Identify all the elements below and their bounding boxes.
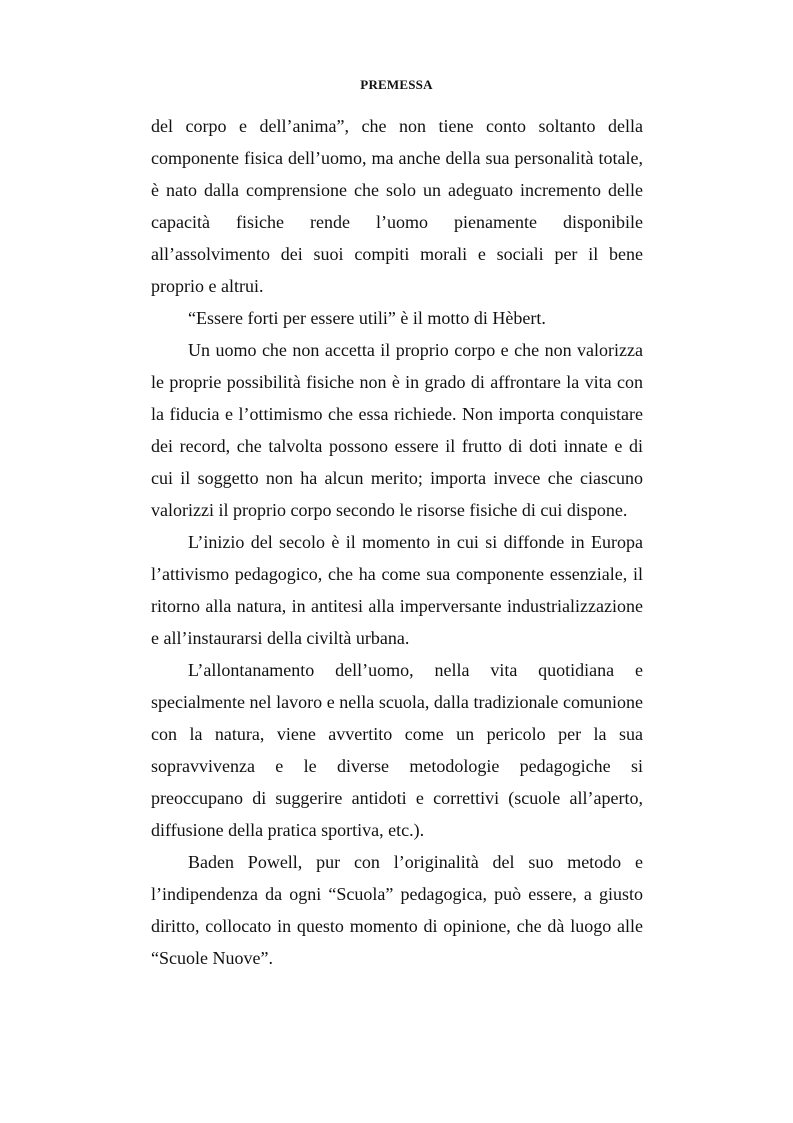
paragraph-century-activism: L’inizio del secolo è il momento in cui si diffonde in Europa l’attivismo pedagogico, che ha come sua componente essenziale, il ritorno alla natura, in antitesi alla imperversante industrializzazione e all’instaurarsi della civiltà urbana. — [151, 532, 643, 648]
body-text — [151, 110, 643, 974]
paragraph-distancing-nature: L’allontanamento dell’uomo, nella vita quotidiana e specialmente nel lavoro e nella scuola, dalla tradizionale comunione con la natura, viene avvertito come un pericolo per la sua sopravvivenza e le diverse metodologie pedagogiche si preoccupano di suggerire antidoti e correttivi (scuole all’aperto, diffusione della pratica sportiva, etc.). — [151, 660, 643, 840]
paragraph-continuation: del corpo e dell’anima”, che non tiene conto soltanto della componente fisica dell’uomo, ma anche della sua personalità totale, è nato dalla comprensione che solo un adeguato incremento delle capacità fisiche rende l’uomo pienamente disponibile all’assolvimento dei suoi compiti morali e sociali per il bene proprio e altrui. — [151, 116, 643, 296]
paragraph-body-acceptance: Un uomo che non accetta il proprio corpo e che non valorizza le proprie possibilità fisiche non è in grado di affrontare la vita con la fiducia e l’ottimismo che essa richiede. Non importa conquistare dei record, che talvolta possono essere il frutto di doti innate e di cui il soggetto non ha alcun merito; importa invece che ciascuno valorizzi il proprio corpo secondo le risorse fisiche di cui dispone. — [151, 340, 643, 520]
paragraph-motto: “Essere forti per essere utili” è il motto di Hèbert. — [188, 308, 546, 328]
paragraph-baden-powell: Baden Powell, pur con l’originalità del suo metodo e l’indipendenza da ogni “Scuola” pedagogica, può essere, a giusto diritto, collocato in questo momento di opinione, che dà luogo alle “Scuole Nuove”. — [151, 852, 643, 968]
page-header-title: PREMESSA — [360, 77, 433, 92]
